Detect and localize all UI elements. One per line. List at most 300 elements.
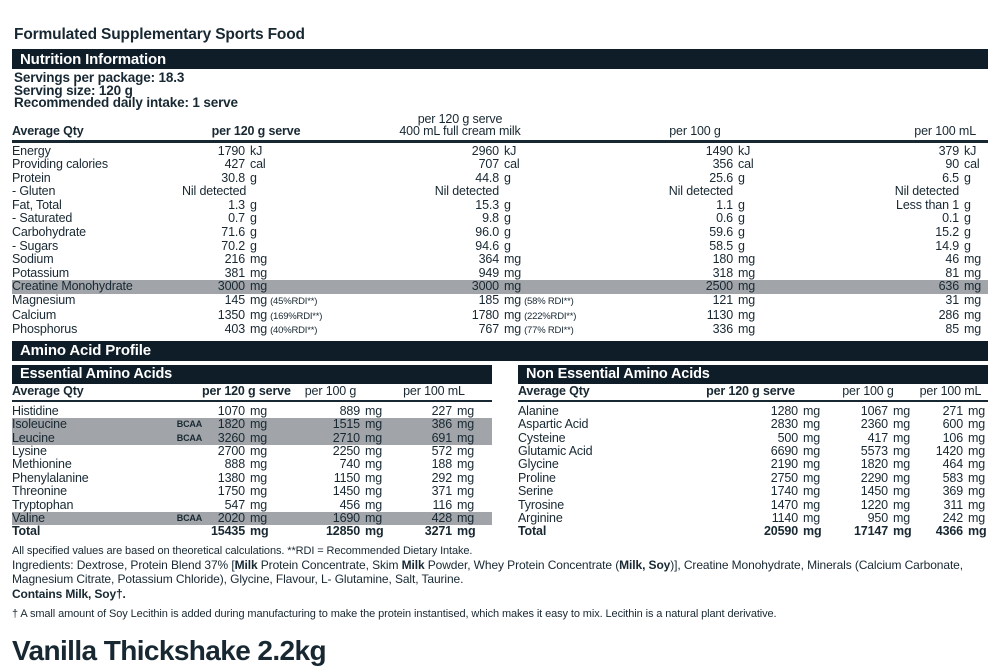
- unit-text: mg: [365, 470, 383, 485]
- non-essential-amino-acids-header-bar: [518, 365, 988, 384]
- unit-text: mg: [504, 293, 522, 308]
- non-essential-amino-acids-title: Non Essential Amino Acids: [526, 366, 710, 383]
- unit-text: mg: [968, 470, 986, 485]
- nutrition-row: [12, 185, 988, 199]
- value-col2: 740: [339, 457, 360, 472]
- unit-text: mg: [893, 403, 911, 418]
- value-col3: 428: [431, 511, 452, 526]
- servings-per-package: Servings per package: 18.3: [14, 70, 185, 85]
- value-col2: 949: [478, 265, 499, 280]
- value-col2: 94.6: [475, 238, 499, 253]
- ingredient-segment: Milk: [401, 557, 425, 572]
- unit-col2: [499, 294, 590, 309]
- unit-text: mg: [968, 497, 986, 512]
- unit-text: cal: [964, 157, 980, 172]
- unit-text: g: [964, 170, 971, 185]
- value-col1: 381: [224, 265, 245, 280]
- unit-text: mg: [803, 444, 821, 459]
- value-col1: 216: [224, 252, 245, 267]
- value-col1: 70.2: [221, 238, 245, 253]
- unit-col4: [959, 323, 988, 338]
- amino-row: [12, 499, 492, 512]
- unit-text: mg: [964, 307, 982, 322]
- unit-text: cal: [504, 157, 520, 172]
- nutrition-row: [12, 294, 988, 309]
- unit-text: mg: [968, 511, 986, 526]
- unit-text: mg: [457, 497, 475, 512]
- value-col2: 15.3: [475, 197, 499, 212]
- row-label: Carbohydrate: [12, 225, 86, 240]
- row-label: Energy: [12, 143, 51, 158]
- unit-text: kJ: [738, 143, 751, 158]
- non-essential-column-headers: [518, 385, 988, 402]
- unit-col3: [733, 158, 800, 172]
- unit-text: g: [250, 211, 257, 226]
- unit-text: g: [964, 238, 971, 253]
- value-col4: 15.2: [935, 225, 959, 240]
- unit-text: g: [738, 225, 745, 240]
- unit-col3: [733, 309, 800, 324]
- unit-col2: [499, 323, 590, 338]
- unit-col3: [733, 185, 800, 199]
- ingredient-segment: Milk: [234, 557, 258, 572]
- unit-col1: [245, 309, 330, 324]
- unit-text: mg: [803, 417, 821, 432]
- value-col1: 0.7: [228, 211, 245, 226]
- unit-text: g: [250, 197, 257, 212]
- value-col1: 547: [224, 497, 245, 512]
- value-col1: 2750: [770, 470, 798, 485]
- unit-col1: [245, 267, 330, 281]
- value-col2: 17147: [853, 524, 888, 539]
- column-header-milk-line1: per 120 g serve: [417, 111, 503, 126]
- value-col4: 90: [945, 157, 959, 172]
- unit-text: mg: [893, 497, 911, 512]
- unit-col4: [959, 294, 988, 309]
- non-essential-amino-acids-table: [518, 365, 988, 539]
- unit-col2: [499, 212, 590, 226]
- value-col3: 318: [712, 265, 733, 280]
- value-col3: 572: [431, 444, 452, 459]
- unit-text: mg: [738, 293, 756, 308]
- unit-text: mg: [365, 457, 383, 472]
- unit-col2: [499, 185, 590, 199]
- value-col3: 116: [432, 497, 452, 512]
- unit-col1: [245, 294, 330, 309]
- value-col1: 427: [224, 157, 245, 172]
- value-col1: 3000: [217, 279, 245, 294]
- row-label: Fat, Total: [12, 197, 62, 212]
- column-header-average-qty: Average Qty: [12, 383, 84, 398]
- ingredient-segment: Ingredients: Dextrose, Protein Blend 37% [: [12, 557, 235, 572]
- row-label: Lysine: [12, 444, 47, 459]
- value-col1: 403: [224, 322, 245, 337]
- unit-text: mg: [250, 511, 268, 526]
- amino-row: [12, 458, 492, 471]
- value-col2: 1450: [860, 484, 888, 499]
- value-col1: 20590: [763, 524, 798, 539]
- value-col2: 3000: [471, 279, 499, 294]
- amino-row: [518, 499, 988, 512]
- unit-text: mg: [803, 511, 821, 526]
- row-label: Total: [12, 524, 41, 539]
- unit-text: mg: [250, 252, 268, 267]
- rdi-note: (77% RDI**): [524, 325, 574, 337]
- row-label: Histidine: [12, 403, 59, 418]
- rdi-note: (40%RDI**): [270, 325, 318, 337]
- unit-text: mg: [250, 417, 268, 432]
- value-col4: 379: [938, 143, 959, 158]
- value-col1: 1070: [217, 403, 245, 418]
- value-col2: 2710: [332, 430, 360, 445]
- unit-col3: [733, 226, 800, 240]
- unit-text: mg: [803, 457, 821, 472]
- unit-col1: [245, 172, 330, 186]
- row-label: Potassium: [12, 265, 70, 280]
- unit-col4: [959, 158, 988, 172]
- unit-text: cal: [738, 157, 754, 172]
- unit-text: kJ: [504, 143, 517, 158]
- column-header-milk-line2: 400 mL full cream milk: [399, 124, 521, 138]
- amino-row: [12, 418, 492, 431]
- value-col2: 1450: [332, 484, 360, 499]
- row-label: Protein: [12, 170, 51, 185]
- value-col3: 2500: [705, 279, 733, 294]
- amino-acid-profile-title: Amino Acid Profile: [20, 342, 151, 360]
- unit-text: mg: [968, 403, 986, 418]
- unit-text: mg: [893, 417, 911, 432]
- unit-text: mg: [964, 279, 982, 294]
- column-header-per-100ml: per 100 mL: [919, 383, 982, 398]
- value-col1: 1740: [770, 484, 798, 499]
- unit-text: mg: [803, 430, 821, 445]
- essential-amino-acids-header-bar: [12, 365, 492, 384]
- unit-col1: [245, 158, 330, 172]
- nutrition-table-body: [12, 145, 988, 338]
- unit-col3: [733, 240, 800, 254]
- unit-text: cal: [250, 157, 266, 172]
- unit-text: mg: [968, 484, 986, 499]
- value-col1: 1380: [217, 470, 245, 485]
- value-col3: 58.5: [709, 238, 733, 253]
- unit-text: mg: [964, 322, 982, 337]
- column-header-per-100g: per 100 g: [304, 383, 357, 398]
- value-col3: 311: [943, 497, 963, 512]
- value-col3: 106: [942, 430, 963, 445]
- unit-text: mg: [803, 484, 821, 499]
- value-col1: 2700: [217, 444, 245, 459]
- value-col1: 1790: [217, 143, 245, 158]
- row-label: Leucine: [12, 430, 55, 445]
- amino-row: [518, 472, 988, 485]
- bcaa-badge: BCAA: [176, 513, 202, 524]
- unit-col2: [499, 172, 590, 186]
- row-label: Tryptophan: [12, 497, 74, 512]
- nutrition-row: [12, 172, 988, 186]
- unit-col2: [499, 240, 590, 254]
- unit-col4: [959, 172, 988, 186]
- unit-text: mg: [457, 484, 475, 499]
- value-col3: 356: [712, 157, 733, 172]
- row-label: Glycine: [518, 457, 559, 472]
- unit-text: mg: [964, 293, 982, 308]
- column-header-per-serve-with-milk: [330, 113, 590, 138]
- value-col3: 1490: [705, 143, 733, 158]
- unit-text: g: [504, 197, 511, 212]
- rdi-note: (45%RDI**): [270, 296, 318, 308]
- value-col2: 5573: [860, 444, 888, 459]
- unit-text: mg: [365, 417, 383, 432]
- unit-text: mg: [250, 484, 268, 499]
- nutrition-row: [12, 323, 988, 338]
- unit-text: mg: [803, 524, 822, 539]
- amino-row: [12, 432, 492, 445]
- value-col2: 1150: [333, 470, 360, 485]
- value-col1: 3260: [217, 430, 245, 445]
- unit-text: mg: [964, 265, 982, 280]
- value-col1: 1750: [217, 484, 245, 499]
- value-col1: 888: [224, 457, 245, 472]
- nutrition-row: [12, 253, 988, 267]
- value-col2: 185: [478, 293, 499, 308]
- unit-col4: [959, 253, 988, 267]
- amino-row: [12, 485, 492, 498]
- unit-col1: [245, 212, 330, 226]
- row-label: Isoleucine: [12, 417, 67, 432]
- value-col3: 271: [942, 403, 963, 418]
- unit-text: mg: [968, 524, 987, 539]
- row-label: - Gluten: [12, 184, 56, 199]
- unit-col1: [245, 280, 330, 294]
- unit-col4: [959, 212, 988, 226]
- amino-row: [12, 445, 492, 458]
- value-col3: 371: [431, 484, 452, 499]
- row-label: Valine: [12, 511, 45, 526]
- unit-col3: [733, 280, 800, 294]
- unit-col2: [499, 253, 590, 267]
- value-col1: 6690: [770, 444, 798, 459]
- column-header-per-100g: per 100 g: [669, 124, 721, 138]
- row-label: Magnesium: [12, 293, 76, 308]
- unit-text: mg: [365, 511, 383, 526]
- value-col1: 30.8: [221, 170, 245, 185]
- unit-text: mg: [504, 322, 522, 337]
- unit-text: g: [964, 225, 971, 240]
- product-title: Vanilla Thickshake 2.2kg: [12, 635, 326, 667]
- unit-text: mg: [365, 484, 383, 499]
- unit-text: mg: [250, 279, 268, 294]
- value-col2: 96.0: [475, 225, 499, 240]
- unit-col4: [959, 199, 988, 213]
- essential-amino-acids-table: [12, 365, 492, 539]
- unit-col1: [245, 323, 330, 338]
- ingredient-segment: Milk, Soy: [619, 557, 671, 572]
- amino-row: [518, 525, 988, 538]
- unit-col2: [499, 158, 590, 172]
- column-header-average-qty: Average Qty: [12, 124, 84, 138]
- unit-text: mg: [250, 524, 269, 539]
- bcaa-badge: BCAA: [176, 432, 202, 443]
- unit-text: mg: [893, 444, 911, 459]
- unit-text: g: [504, 170, 511, 185]
- unit-text: mg: [968, 430, 986, 445]
- unit-text: mg: [457, 524, 476, 539]
- lecithin-footnote: † A small amount of Soy Lecithin is added during manufacturing to make the protein instantised, which makes it easy to mix. Lecithin is a natural plant derivative.: [12, 608, 777, 621]
- row-label: Phosphorus: [12, 322, 78, 337]
- unit-col2: [499, 145, 590, 159]
- unit-text: mg: [803, 497, 821, 512]
- row-label: Total: [518, 524, 547, 539]
- bcaa-badge: BCAA: [176, 419, 202, 430]
- ingredient-segment: Powder, Whey Protein Concentrate (: [424, 557, 620, 572]
- value-col1: 1470: [770, 497, 798, 512]
- non-essential-table-body: [518, 405, 988, 539]
- unit-text: mg: [738, 307, 756, 322]
- unit-col1: [245, 253, 330, 267]
- unit-text: g: [738, 238, 745, 253]
- value-col4: 81: [945, 265, 959, 280]
- value-col3: 691: [431, 430, 452, 445]
- value-col2: 9.8: [482, 211, 499, 226]
- column-header-per-100g: per 100 g: [842, 383, 894, 398]
- unit-col2: [499, 309, 590, 324]
- row-label: Cysteine: [518, 430, 566, 445]
- unit-col1: [245, 226, 330, 240]
- row-label: Aspartic Acid: [518, 417, 589, 432]
- amino-row: [518, 432, 988, 445]
- unit-text: mg: [738, 322, 756, 337]
- unit-text: mg: [968, 417, 986, 432]
- value-col3: 121: [712, 293, 733, 308]
- unit-text: mg: [457, 430, 475, 445]
- value-col3: 3271: [424, 524, 452, 539]
- rdi-note: (169%RDI**): [270, 310, 323, 322]
- value-col3: 1.1: [716, 197, 733, 212]
- unit-text: g: [504, 238, 511, 253]
- unit-text: mg: [968, 457, 986, 472]
- serving-info: [14, 72, 986, 110]
- unit-col4: [959, 226, 988, 240]
- unit-text: mg: [250, 470, 268, 485]
- value-col4: 636: [938, 279, 959, 294]
- unit-text: mg: [365, 497, 383, 512]
- value-col4: 14.9: [935, 238, 959, 253]
- value-col1: 2190: [770, 457, 798, 472]
- unit-text: g: [250, 225, 257, 240]
- value-col3: 25.6: [709, 170, 733, 185]
- value-col2: 767: [478, 322, 499, 337]
- unit-text: mg: [457, 444, 475, 459]
- unit-text: mg: [250, 403, 268, 418]
- value-col4: 85: [945, 322, 959, 337]
- value-col2: 889: [339, 403, 360, 418]
- unit-text: g: [250, 238, 257, 253]
- row-label: - Saturated: [12, 211, 73, 226]
- unit-text: mg: [893, 470, 911, 485]
- allergen-statement: Contains Milk, Soy†.: [12, 587, 126, 602]
- amino-row: [518, 458, 988, 471]
- value-col2: 12850: [325, 524, 360, 539]
- value-col3: 336: [712, 322, 733, 337]
- row-label: Phenylalanine: [12, 470, 89, 485]
- value-col2: 707: [478, 157, 499, 172]
- unit-text: g: [250, 170, 257, 185]
- nutrition-information-title: Nutrition Information: [20, 50, 166, 68]
- unit-col4: [959, 280, 988, 294]
- unit-text: mg: [457, 511, 475, 526]
- value-col3: 0.6: [716, 211, 733, 226]
- unit-text: g: [738, 197, 745, 212]
- unit-text: mg: [250, 265, 268, 280]
- unit-col1: [245, 185, 330, 199]
- row-label: Threonine: [12, 484, 67, 499]
- unit-text: mg: [250, 444, 268, 459]
- column-header-average-qty: Average Qty: [518, 383, 590, 398]
- unit-text: mg: [457, 457, 475, 472]
- value-col1: 500: [777, 430, 798, 445]
- nutrition-row: [12, 158, 988, 172]
- amino-row: [12, 512, 492, 525]
- value-col1: 1820: [217, 417, 245, 432]
- unit-text: mg: [457, 403, 475, 418]
- unit-text: mg: [738, 252, 756, 267]
- rdi-note: (222%RDI**): [524, 310, 577, 322]
- unit-col3: [733, 199, 800, 213]
- value-col2: 2960: [471, 143, 499, 158]
- unit-text: mg: [893, 511, 911, 526]
- column-header-per-100ml: per 100 mL: [914, 124, 976, 138]
- unit-text: mg: [893, 430, 911, 445]
- unit-col3: [733, 145, 800, 159]
- unit-col2: [499, 199, 590, 213]
- value-col2: 950: [867, 511, 888, 526]
- recommended-daily-intake: Recommended daily intake: 1 serve: [14, 95, 238, 110]
- row-label: Sodium: [12, 252, 54, 267]
- value-col3: 583: [942, 470, 963, 485]
- column-header-per-100ml: per 100 mL: [403, 383, 465, 398]
- unit-col1: [245, 199, 330, 213]
- value-col3: 600: [942, 417, 963, 432]
- unit-text: mg: [893, 484, 911, 499]
- unit-col3: [733, 212, 800, 226]
- value-col2: 44.8: [475, 170, 499, 185]
- value-col3: 242: [942, 511, 963, 526]
- value-col1: 15435: [210, 524, 245, 539]
- unit-text: mg: [365, 403, 383, 418]
- unit-col2: [499, 267, 590, 281]
- nutrition-row: [12, 309, 988, 324]
- unit-col3: [733, 294, 800, 309]
- value-col2: 1780: [471, 307, 499, 322]
- row-label: Tyrosine: [518, 497, 565, 512]
- unit-text: mg: [365, 444, 383, 459]
- unit-col4: [959, 267, 988, 281]
- unit-text: mg: [250, 430, 268, 445]
- unit-col1: [245, 145, 330, 159]
- ingredients-text: [12, 559, 988, 587]
- row-label: Calcium: [12, 307, 57, 322]
- unit-text: kJ: [250, 143, 263, 158]
- unit-text: mg: [803, 470, 821, 485]
- unit-text: kJ: [964, 143, 977, 158]
- unit-text: mg: [365, 524, 384, 539]
- page-title: Formulated Supplementary Sports Food: [14, 26, 305, 43]
- ingredient-segment: Protein Concentrate, Skim: [257, 557, 402, 572]
- amino-row: [518, 512, 988, 525]
- value-col4: 0.1: [942, 211, 959, 226]
- row-label: Glutamic Acid: [518, 444, 593, 459]
- value-col4: Less than 1: [896, 197, 959, 212]
